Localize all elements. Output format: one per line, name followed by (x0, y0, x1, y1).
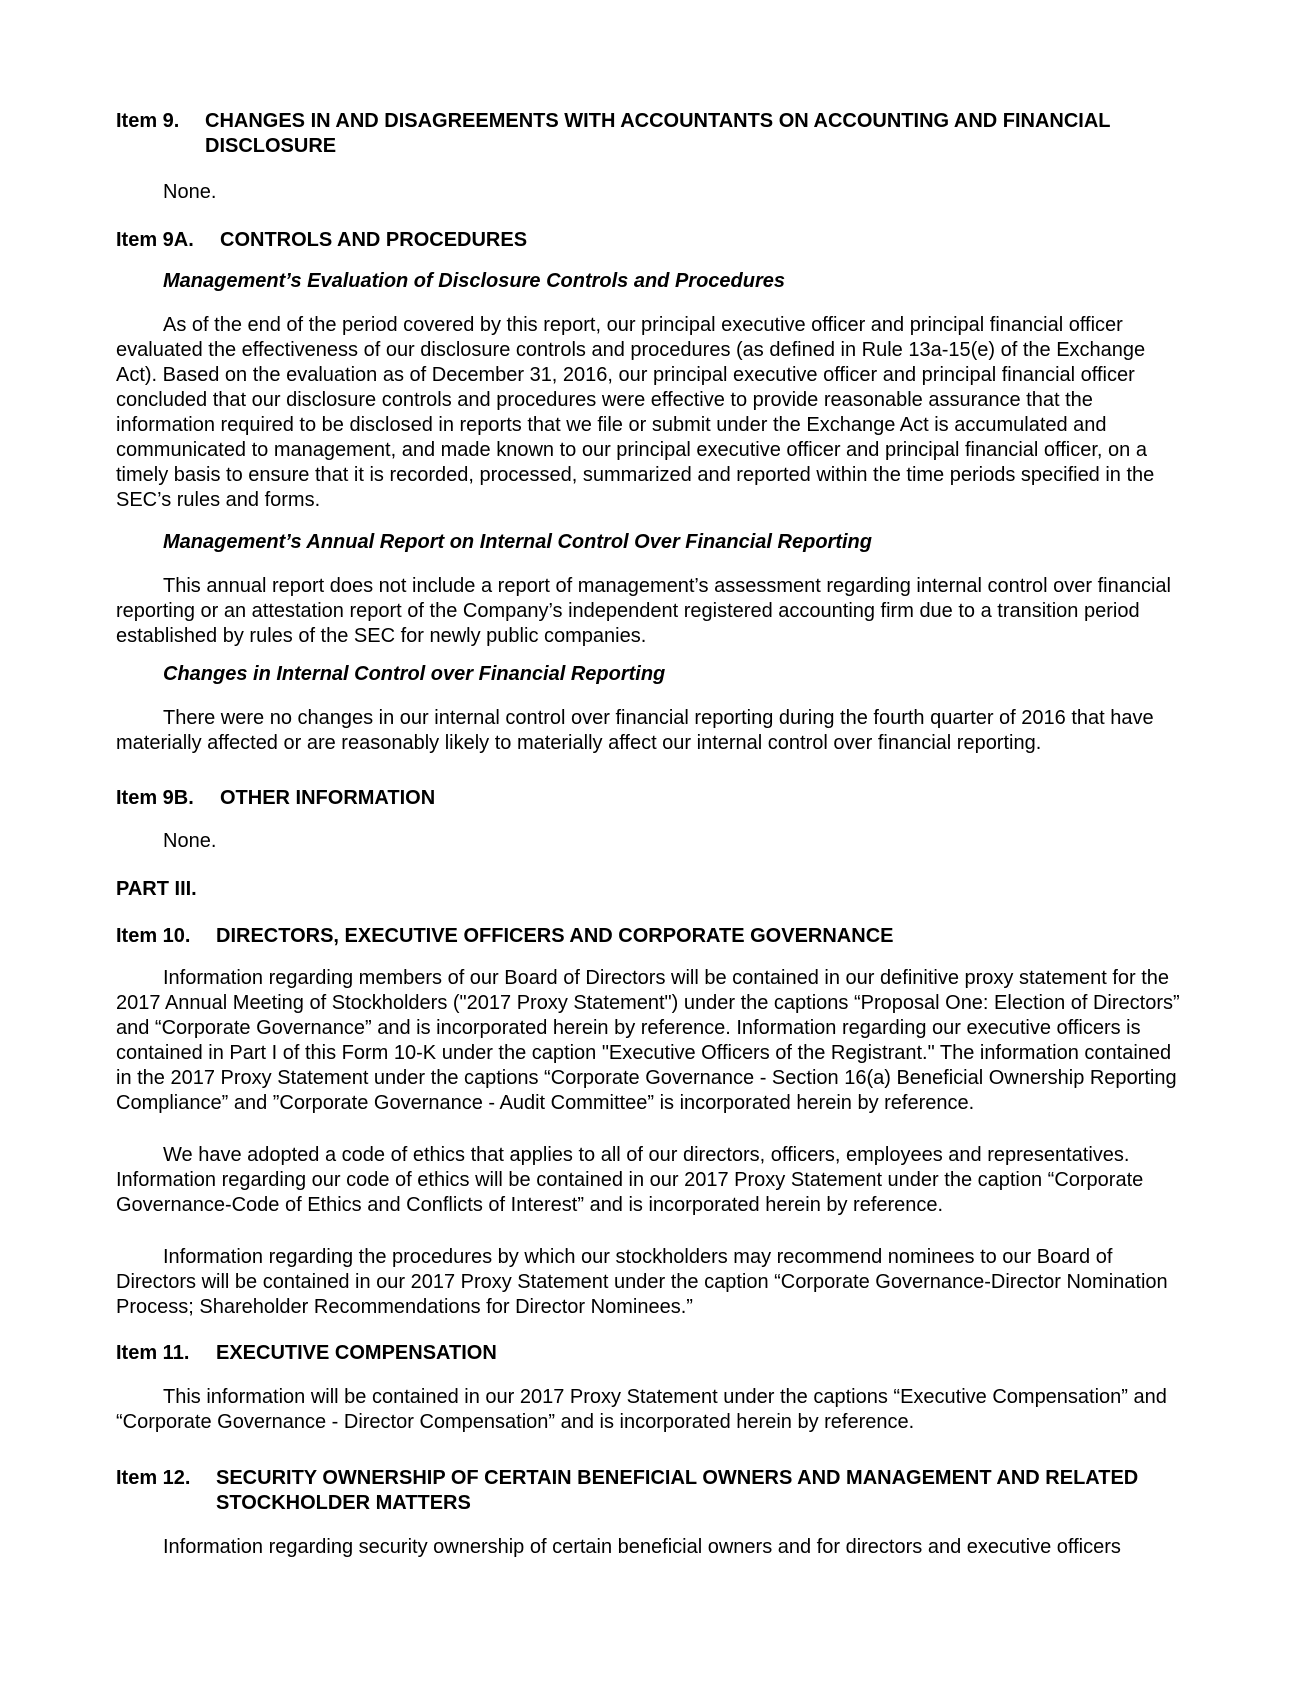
item-title: SECURITY OWNERSHIP OF CERTAIN BENEFICIAL OWNERS AND MANAGEMENT AND RELATED STOCKHOLDER MATTERS (216, 1467, 1139, 1514)
part-heading: PART III. (116, 878, 197, 900)
item-title: OTHER INFORMATION (220, 787, 436, 809)
item-9b-body: None. (163, 830, 217, 852)
item-number: Item 10. (116, 925, 191, 947)
paragraph: Information regarding members of our Board of Directors will be contained in our definitive proxy statement for the 2017 Annual Meeting of Stockholders ("2017 Proxy Statement") under the captions “Proposal One: Election of Directors” and “Corporate Governance” and is incorporated herein by reference. Information regarding our executive officers is contained in Part I of this Form 10-K under the caption "Executive Officers of the Registrant." The information contained in the 2017 Proxy Statement under the captions “Corporate Governance - Section 16(a) Beneficial Ownership Reporting Compliance” and ”Corporate Governance - Audit Committee” is incorporated herein by reference. (116, 967, 1180, 1114)
item-number: Item 12. (116, 1467, 191, 1489)
item-11-heading (116, 1341, 1183, 1366)
item-title: DIRECTORS, EXECUTIVE OFFICERS AND CORPORATE GOVERNANCE (216, 925, 894, 947)
paragraph: As of the end of the period covered by this report, our principal executive officer and principal financial officer evaluated the effectiveness of our disclosure controls and procedures (as defined in Rule 13a-15(e) of the Exchange Act). Based on the evaluation as of December 31, 2016, our principal executive officer and principal financial officer concluded that our disclosure controls and procedures were effective to provide reasonable assurance that the information required to be disclosed in reports that we file or submit under the Exchange Act is accumulated and communicated to management, and made known to our principal executive officer and principal financial officer, on a timely basis to ensure that it is recorded, processed, summarized and reported within the time periods specified in the SEC’s rules and forms. (116, 314, 1155, 511)
subheading-disclosure-controls: Management’s Evaluation of Disclosure Controls and Procedures (163, 270, 786, 292)
item-number: Item 9B. (116, 787, 194, 809)
paragraph: We have adopted a code of ethics that applies to all of our directors, officers, employees and representatives. Information regarding our code of ethics will be contained in our 2017 Proxy Statement under the caption “Corporate Governance-Code of Ethics and Conflicts of Interest” and is incorporated herein by reference. (116, 1144, 1144, 1216)
item-9-body: None. (163, 181, 217, 203)
item-title: EXECUTIVE COMPENSATION (216, 1342, 497, 1364)
paragraph: This information will be contained in our 2017 Proxy Statement under the captions “Executive Compensation” and “Corporate Governance - Director Compensation” and is incorporated herein by reference. (116, 1386, 1167, 1433)
subheading-changes-internal-control: Changes in Internal Control over Financial Reporting (163, 663, 666, 685)
item-9a-heading (116, 228, 1183, 253)
paragraph: Information regarding security ownership of certain beneficial owners and for directors and executive officers (163, 1536, 1121, 1558)
item-9b-heading (116, 786, 1183, 811)
paragraph: This annual report does not include a report of management’s assessment regarding internal control over financial reporting or an attestation report of the Company’s independent registered accounting firm due to a transition period established by rules of the SEC for newly public companies. (116, 575, 1171, 647)
item-number: Item 9. (116, 110, 180, 132)
item-number: Item 11. (116, 1342, 190, 1364)
subheading-internal-control-report: Management’s Annual Report on Internal Control Over Financial Reporting (163, 531, 872, 553)
item-12-heading (116, 1466, 1183, 1516)
item-number: Item 9A. (116, 229, 194, 251)
item-title: CHANGES IN AND DISAGREEMENTS WITH ACCOUNTANTS ON ACCOUNTING AND FINANCIAL DISCLOSURE (205, 110, 1111, 157)
item-10-heading (116, 924, 1183, 949)
paragraph: Information regarding the procedures by which our stockholders may recommend nominees to our Board of Directors will be contained in our 2017 Proxy Statement under the caption “Corporate Governance-Director Nomination Process; Shareholder Recommendations for Director Nominees.” (116, 1246, 1168, 1318)
item-title: CONTROLS AND PROCEDURES (220, 229, 528, 251)
paragraph: There were no changes in our internal control over financial reporting during the fourth quarter of 2016 that have materially affected or are reasonably likely to materially affect our internal control over financial reporting. (116, 707, 1154, 754)
item-9-heading (116, 109, 1183, 159)
